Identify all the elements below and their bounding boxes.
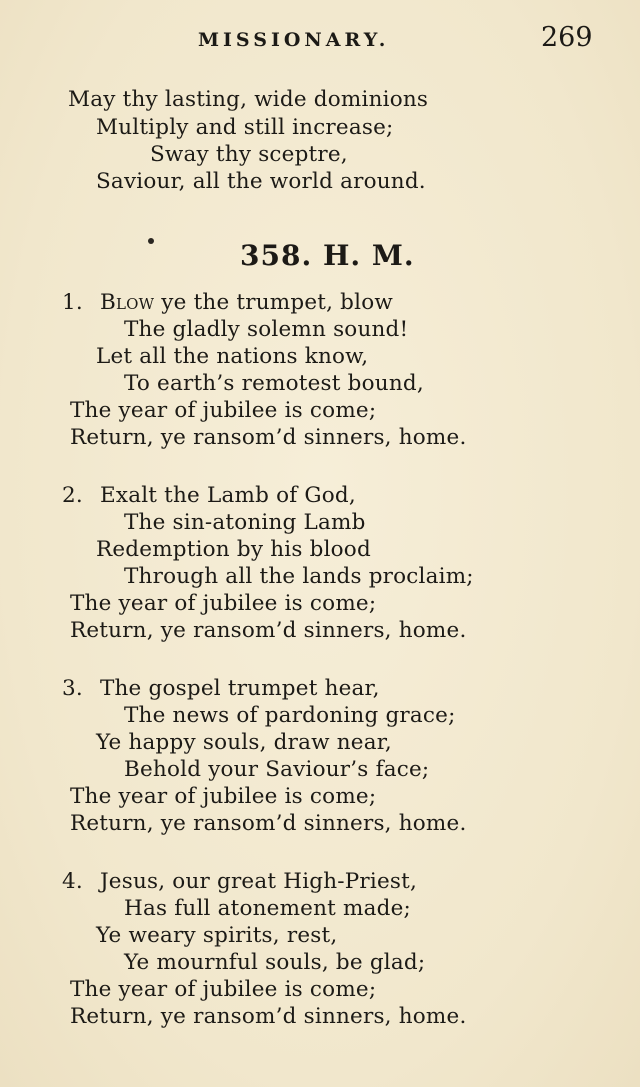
verse-line: The sin-atoning Lamb: [124, 510, 366, 535]
verse-line: Ye mournful souls, be glad;: [124, 950, 426, 975]
first-line-text: Jesus, our great High-Priest,: [99, 869, 418, 894]
verse-line: Redemption by his blood: [96, 537, 371, 562]
verse-line: Sway thy sceptre,: [150, 142, 348, 167]
refrain-line: The year of jubilee is come;: [70, 784, 377, 809]
stanza-first-line: [62, 868, 417, 896]
verse-line: The gladly solemn sound!: [124, 317, 409, 342]
stanza-number: 1.: [62, 290, 83, 315]
first-line-rest: ye the trumpet, blow: [154, 290, 393, 315]
verse-line: Ye weary spirits, rest,: [96, 923, 338, 948]
stanza-first-line: [62, 482, 356, 510]
verse-line: May thy lasting, wide dominions: [68, 87, 429, 112]
small-caps-word: low: [115, 290, 155, 315]
verse-line: To earth’s remotest bound,: [124, 371, 424, 396]
first-line-text: Exalt the Lamb of God,: [99, 483, 356, 508]
refrain-line: Return, ye ransom’d sinners, home.: [70, 425, 467, 450]
verse-line: Ye happy souls, draw near,: [96, 730, 392, 755]
stanza-first-line: [62, 675, 380, 703]
verse-line: Behold your Saviour’s face;: [124, 757, 430, 782]
refrain-line: The year of jubilee is come;: [70, 977, 377, 1002]
verse-line: Let all the nations know,: [96, 344, 369, 369]
refrain-line: Return, ye ransom’d sinners, home.: [70, 618, 467, 643]
stanza-first-line: [62, 289, 393, 317]
verse-line: Saviour, all the world around.: [96, 169, 426, 194]
verse-line: Through all the lands proclaim;: [124, 564, 474, 589]
page-number: 269: [541, 22, 593, 53]
first-line-text: The gospel trumpet hear,: [99, 676, 380, 701]
stanza-number: 2.: [62, 483, 83, 508]
stanza-number: 3.: [62, 676, 83, 701]
printing-speck: [148, 238, 154, 244]
refrain-line: The year of jubilee is come;: [70, 591, 377, 616]
drop-initial: B: [99, 290, 116, 315]
verse-line: The news of pardoning grace;: [124, 703, 456, 728]
stanza-number: 4.: [62, 869, 83, 894]
verse-line: Has full atonement made;: [124, 896, 411, 921]
refrain-line: Return, ye ransom’d sinners, home.: [70, 1004, 467, 1029]
running-head: MISSIONARY.: [198, 29, 390, 51]
verse-line: Multiply and still increase;: [96, 115, 394, 140]
hymn-title: 358. H. M.: [240, 239, 415, 272]
refrain-line: Return, ye ransom’d sinners, home.: [70, 811, 467, 836]
refrain-line: The year of jubilee is come;: [70, 398, 377, 423]
